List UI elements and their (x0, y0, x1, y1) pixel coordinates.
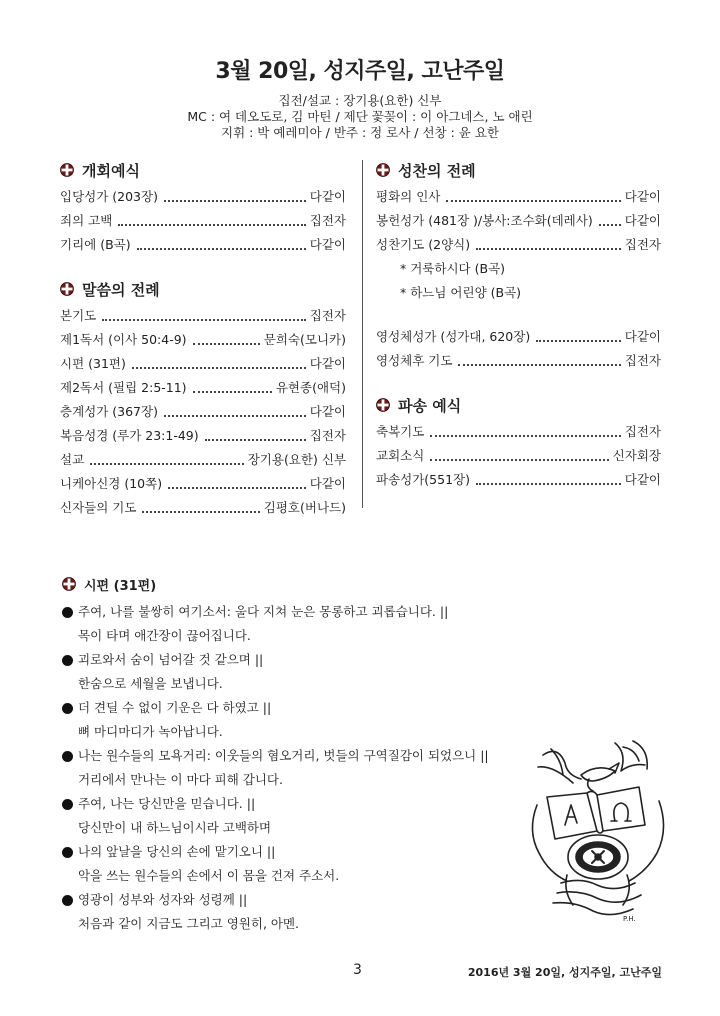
section-heading: 파송 예식 (398, 396, 462, 415)
section-heading: 말씀의 전례 (82, 280, 160, 299)
cross-icon (376, 398, 390, 412)
page-title: 3월 20일, 성지주일, 고난주일 (215, 59, 505, 84)
item-who: 집전자 (624, 237, 661, 252)
verse-line-1: 영광이 성부와 성자와 성령께 || (78, 892, 248, 907)
order-row (60, 472, 346, 496)
bullet-icon (62, 847, 73, 858)
item-name: 제2독서 (필립 2:5-11) (60, 380, 187, 395)
item-name: 설교 (60, 452, 85, 467)
psalm-verse (62, 744, 522, 792)
order-row (60, 424, 346, 448)
psalm-verse (62, 888, 522, 936)
item-who: 집전자 (309, 428, 346, 443)
order-row (60, 304, 346, 328)
item-who: 다같이 (624, 472, 661, 487)
section-opening (60, 158, 346, 182)
psalm-heading (62, 572, 522, 596)
order-row (60, 400, 346, 424)
verse-line-2: 뼈 마디마디가 녹아납니다. (78, 724, 223, 739)
verse-line-1: 나의 앞날을 당신의 손에 맡기오니 || (78, 844, 276, 859)
item-who: 다같이 (309, 476, 346, 491)
order-row (60, 376, 346, 400)
section-heading: 성찬의 전례 (398, 161, 476, 180)
order-row (376, 233, 661, 257)
bullet-icon (62, 655, 73, 666)
order-row (60, 496, 346, 520)
psalm-section (62, 572, 522, 936)
verse-line-1: 주여, 나는 당신만을 믿습니다. || (78, 796, 256, 811)
item-name: 교회소식 (376, 448, 425, 463)
item-who: 다같이 (624, 213, 661, 228)
item-who: 집전자 (309, 213, 346, 228)
artwork-signature: P.H. (623, 915, 636, 923)
cross-icon (376, 163, 390, 177)
verse-line-2: 목이 타며 애간장이 끊어집니다. (78, 628, 251, 643)
order-row (376, 444, 661, 468)
order-row (376, 325, 661, 349)
bullet-icon (62, 703, 73, 714)
section-word (60, 277, 346, 301)
dove-bible-chalice-illustration (523, 735, 673, 925)
verse-line-1: 나는 원수들의 모욕거리: 이웃들의 혐오거리, 벗들의 구역질감이 되었으니 || (78, 748, 489, 763)
verse-line-1: 주여, 나를 불쌍히 여기소서: 울다 지쳐 눈은 몽롱하고 괴롭습니다. || (78, 604, 449, 619)
item-who: 김평호(버나드) (263, 500, 346, 515)
credits (0, 93, 720, 141)
item-who: 다같이 (624, 329, 661, 344)
verse-line-2: 악을 쓰는 원수들의 손에서 이 몸을 건져 주소서. (78, 868, 340, 883)
psalm-verse (62, 792, 522, 840)
sub-item: * 거룩하시다 (B곡) (400, 261, 505, 276)
footer-title: 2016년 3월 20일, 성지주일, 고난주일 (467, 966, 662, 979)
item-who: 다같이 (624, 189, 661, 204)
item-name: 본기도 (60, 308, 97, 323)
right-column (376, 158, 661, 492)
order-row (376, 349, 661, 373)
cross-icon (62, 577, 76, 591)
sub-item: * 하느님 어린양 (B곡) (400, 285, 522, 300)
verse-line-2: 처음과 같이 지금도 그리고 영원히, 아멘. (78, 916, 300, 931)
cross-icon (60, 282, 74, 296)
order-row (60, 185, 346, 209)
psalm-title: 시편 (31편) (84, 578, 157, 594)
verse-line-1: 더 견딜 수 없이 기운은 다 하였고 || (78, 700, 272, 715)
item-who: 다같이 (309, 189, 346, 204)
order-row (376, 209, 661, 233)
order-row (376, 468, 661, 492)
verse-line-2: 거리에서 만나는 이 마다 피해 갑니다. (78, 772, 283, 787)
bullet-icon (62, 895, 73, 906)
verse-line-2: 한숨으로 세월을 보냅니다. (78, 676, 223, 691)
page-number: 3 (353, 962, 362, 978)
item-name: 평화의 인사 (376, 189, 441, 204)
item-name: 성찬기도 (2양식) (376, 237, 471, 252)
item-name: 입당성가 (203장) (60, 189, 158, 204)
item-name: 죄의 고백 (60, 213, 113, 228)
item-who: 집전자 (624, 424, 661, 439)
order-row (60, 328, 346, 352)
item-name: 파송성가(551장) (376, 472, 470, 487)
verse-line-2: 당신만이 내 하느님이시라 고백하며 (78, 820, 272, 835)
order-row (376, 420, 661, 444)
item-name: 영성체성가 (성가대, 620장) (376, 329, 531, 344)
psalm-verse (62, 840, 522, 888)
item-name: 기리에 (B곡) (60, 237, 131, 252)
item-who: 다같이 (309, 356, 346, 371)
item-who: 유현종(애덕) (275, 380, 346, 395)
section-dismissal (376, 393, 661, 417)
order-row (60, 209, 346, 233)
order-row (60, 352, 346, 376)
item-who: 문희숙(모니카) (263, 332, 346, 347)
item-who: 장기용(요한) 신부 (247, 452, 346, 467)
bullet-icon (62, 607, 73, 618)
bullet-icon (62, 751, 73, 762)
item-who: 집전자 (309, 308, 346, 323)
item-name: 축복기도 (376, 424, 425, 439)
item-name: 신자들의 기도 (60, 500, 137, 515)
order-row (60, 448, 346, 472)
psalm-verse (62, 600, 522, 648)
section-eucharist (376, 158, 661, 182)
order-row (60, 233, 346, 257)
bullet-icon (62, 799, 73, 810)
left-column (60, 158, 346, 520)
credit-line-music: 지휘 : 박 예레미아 / 반주 : 정 로사 / 선창 : 윤 요한 (221, 125, 499, 140)
item-name: 시편 (31편) (60, 356, 126, 371)
column-divider (362, 160, 363, 508)
item-who: 집전자 (624, 353, 661, 368)
cross-icon (60, 163, 74, 177)
item-who: 신자회장 (612, 448, 661, 463)
credit-line-mc: MC : 여 데오도로, 김 마틴 / 제단 꽃꽂이 : 이 아그네스, 노 애린 (187, 109, 533, 124)
credit-line-celebrant: 집전/설교 : 장기용(요한) 신부 (278, 93, 442, 108)
order-row (376, 185, 661, 209)
psalm-verse (62, 696, 522, 744)
item-name: 영성체후 기도 (376, 353, 453, 368)
item-name: 봉헌성가 (481장 )/봉사:조수화(데레사) (376, 213, 593, 228)
item-name: 복음성경 (루가 23:1-49) (60, 428, 199, 443)
item-name: 제1독서 (이사 50:4-9) (60, 332, 187, 347)
section-heading: 개회예식 (82, 161, 140, 180)
item-name: 층계성가 (367장) (60, 404, 158, 419)
item-who: 다같이 (309, 237, 346, 252)
item-who: 다같이 (309, 404, 346, 419)
item-name: 니케아신경 (10쪽) (60, 476, 163, 491)
verse-line-1: 괴로와서 숨이 넘어갈 것 같으며 || (78, 652, 264, 667)
psalm-verse (62, 648, 522, 696)
